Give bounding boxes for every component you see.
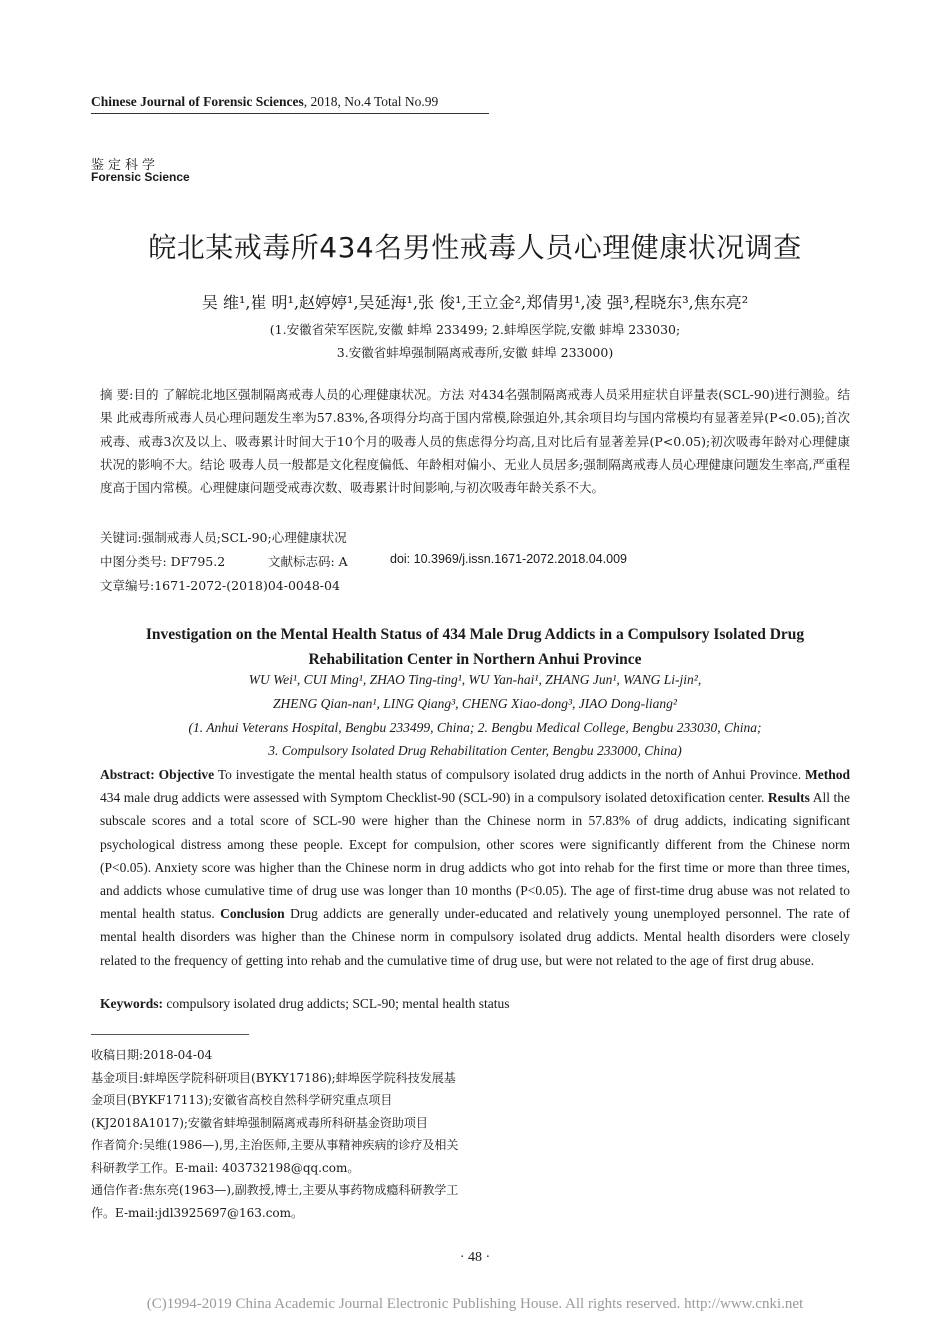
clc-number: 中图分类号: DF795.2 xyxy=(100,554,226,569)
copyright-notice: (C)1994-2019 China Academic Journal Electronic Publishing House. All rights reserved. http://www.cnki.net xyxy=(146,1296,804,1312)
paper-title-en xyxy=(0,622,950,672)
method-label: Method xyxy=(805,767,850,782)
footnotes xyxy=(91,1044,463,1224)
keywords-text: compulsory isolated drug addicts; SCL-90; mental health status xyxy=(163,996,510,1011)
section-label-cn: 鉴定科学 xyxy=(91,158,160,173)
funding-info: 基金项目:蚌埠医学院科研项目(BYKY17186);蚌埠医学院科技发展基金项目(BYKF17113);安徽省高校自然科学研究重点项目(KJ2018A1017);安徽省蚌埠强制隔离戒毒所科研基金资助项目 xyxy=(91,1070,456,1130)
objective-text: To investigate the mental health status of compulsory isolated drug addicts in the north of Anhui Province. xyxy=(214,767,805,782)
conclusion-text: Drug addicts are generally under-educated and relatively young unemployed personnel. The rate of mental health disorders was higher than the Chinese norm in compulsory isolated drug addicts. Mental health disorders were closely related to the frequency of getting into rehab and the cumulative time of drug use, but were not related to the age of first drug abuse. xyxy=(100,906,850,968)
journal-name: Chinese Journal of Forensic Sciences xyxy=(91,94,304,109)
keywords-en xyxy=(100,996,509,1012)
authors-cn: 吴 维¹,崔 明¹,赵婷婷¹,吴延海¹,张 俊¹,王立金²,郑倩男¹,凌 强³,程晓东³,焦东亮² xyxy=(201,293,749,312)
received-date: 收稿日期:2018-04-04 xyxy=(91,1048,213,1062)
authors-en-line-2: ZHENG Qian-nan¹, LING Qiang³, CHENG Xiao-dong³, JIAO Dong-liang² xyxy=(273,696,677,711)
page-number: · 48 · xyxy=(459,1250,491,1265)
abstract-cn: 摘 要:目的 了解皖北地区强制隔离戒毒人员的心理健康状况。方法 对434名强制隔离戒毒人员采用症状自评量表(SCL-90)进行测验。结果 此戒毒所戒毒人员心理问题发生率为57.83%,各项得分均高于国内常模,除强迫外,其余项目均与国内常模均有显著差异(P<0.05);首次戒毒、戒毒3次及以上、吸毒累计时间大于10个月的吸毒人员的焦虑得分均高,且对比后有显著差异(P<0.05);初次吸毒年龄对心理健康状况的影响不大。结论 吸毒人员一般都是文化程度偏低、年龄相对偏小、无业人员居多;强制隔离戒毒人员心理健康问题发生率高,严重程度高于国内常模。心理健康问题受戒毒次数、吸毒累计时间影响,与初次吸毒年龄关系不大。 xyxy=(100,387,850,496)
method-text: 434 male drug addicts were assessed with Symptom Checklist-90 (SCL-90) in a compulsory isolated detoxification center. xyxy=(100,790,768,806)
paper-title-cn: 皖北某戒毒所434名男性戒毒人员心理健康状况调查 xyxy=(148,231,802,264)
affiliation-en-line-1: (1. Anhui Veterans Hospital, Bengbu 233499, China; 2. Bengbu Medical College, Bengbu 233030, China; xyxy=(188,720,762,735)
abstract-label: Abstract: xyxy=(100,767,155,782)
keywords-cn: 关键词:强制戒毒人员;SCL-90;心理健康状况 xyxy=(100,530,347,545)
conclusion-label: Conclusion xyxy=(220,906,285,922)
footnote-divider xyxy=(91,1034,249,1035)
author-bio: 作者简介:吴维(1986—),男,主治医师,主要从事精神疾病的诊疗及相关科研教学工作。E-mail: 403732198@qq.com。 xyxy=(91,1138,459,1175)
journal-issue: , 2018, No.4 Total No.99 xyxy=(303,94,439,109)
document-code: 文献标志码: A xyxy=(268,554,348,569)
objective-label: Objective xyxy=(158,767,215,782)
authors-en-line-1: WU Wei¹, CUI Ming¹, ZHAO Ting-ting¹, WU Yan-hai¹, ZHANG Jun¹, WANG Li-jin², xyxy=(248,672,702,687)
article-number: 文章编号:1671-2072-(2018)04-0048-04 xyxy=(100,578,340,593)
results-label: Results xyxy=(767,790,810,806)
results-text: All the subscale scores and a total score of SCL-90 were higher than the Chinese norm in 57.83% of drug addicts, indicating significant psychological distress among these people. Except for compulsion, other scores were significantly different from the Chinese norm (P<0.05). Anxiety score was higher than the Chinese norm in drug addicts who got into rehab for the first time or more than three times, and addicts whose cumulative time of drug use was longer than 10 months (P<0.05). The age of first-time drug abuse was not related to mental health status. xyxy=(100,790,850,922)
abstract-en xyxy=(100,763,850,972)
keywords-label: Keywords: xyxy=(100,996,163,1011)
section-label-en: Forensic Science xyxy=(91,170,190,184)
affiliation-en-line-2: 3. Compulsory Isolated Drug Rehabilitation Center, Bengbu 233000, China) xyxy=(268,743,682,758)
affiliation-cn-line-1: (1.安徽省荣军医院,安徽 蚌埠 233499; 2.蚌埠医学院,安徽 蚌埠 233030; xyxy=(269,322,681,337)
corresponding-author: 通信作者:焦东亮(1963—),副教授,博士,主要从事药物成瘾科研教学工作。E-mail:jdl3925697@163.com。 xyxy=(91,1183,459,1220)
title-en-line-1: Investigation on the Mental Health Status of 434 Male Drug Addicts in a Compulsory Isolated Drug xyxy=(145,626,805,643)
journal-header xyxy=(91,94,489,114)
doi: doi: 10.3969/j.issn.1671-2072.2018.04.009 xyxy=(390,552,627,566)
affiliation-cn-line-2: 3.安徽省蚌埠强制隔离戒毒所,安徽 蚌埠 233000) xyxy=(336,345,614,360)
title-en-line-2: Rehabilitation Center in Northern Anhui Province xyxy=(308,651,642,668)
